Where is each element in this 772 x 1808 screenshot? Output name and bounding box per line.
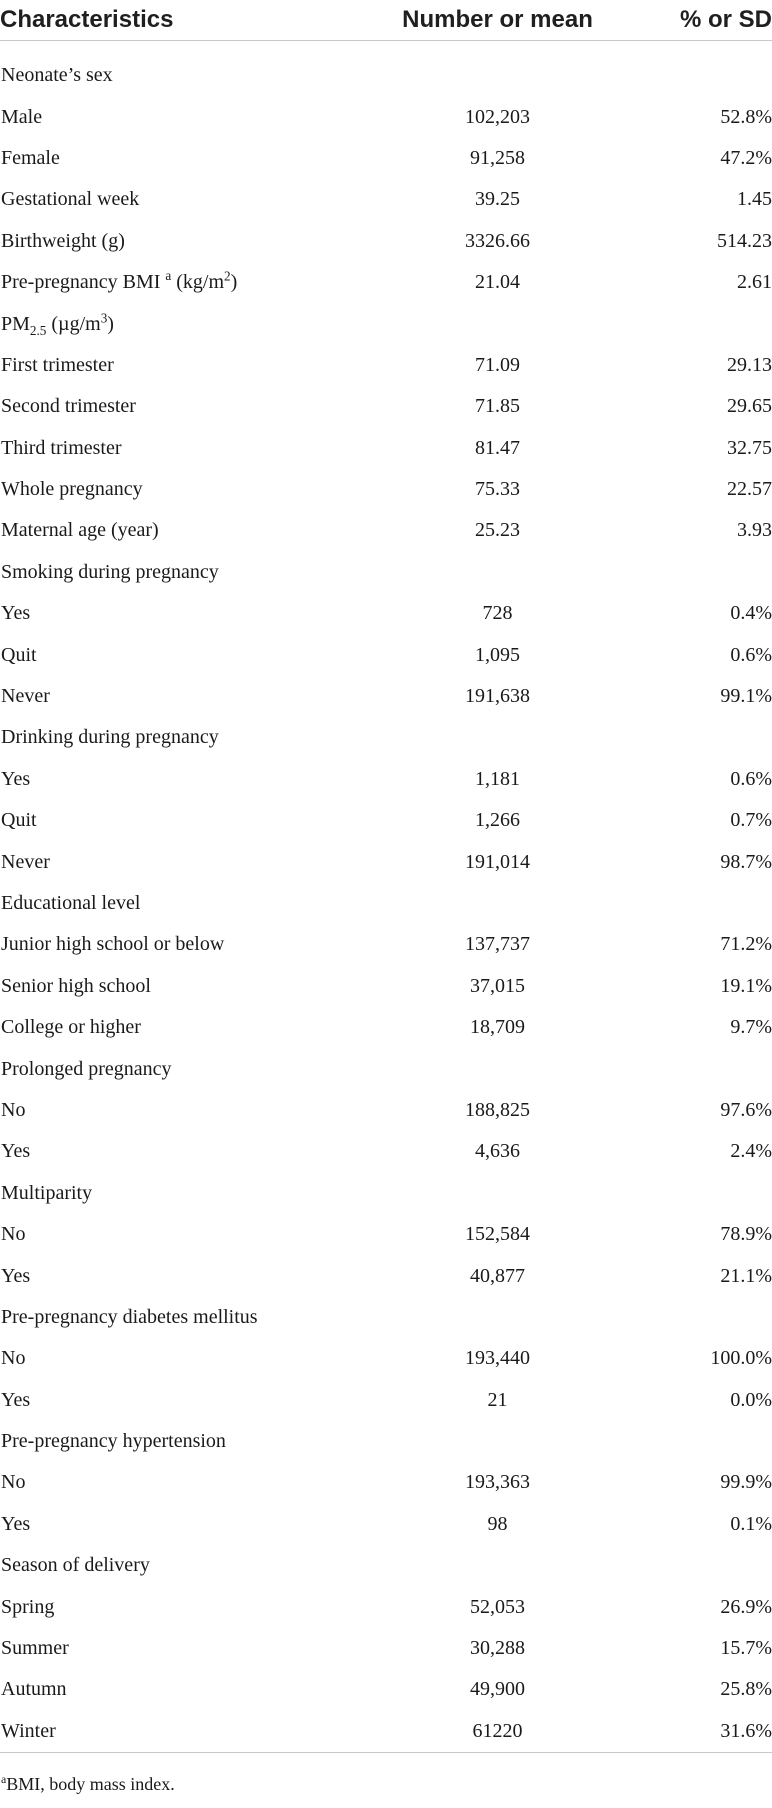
label-text: Winter — [1, 1719, 56, 1742]
row-number-or-mean: 18,709 — [470, 1016, 525, 1039]
table-row — [0, 1380, 772, 1421]
row-label — [0, 1297, 330, 1338]
table-row — [0, 883, 772, 924]
row-label — [0, 1214, 330, 1255]
label-text: Educational level — [1, 892, 141, 914]
row-pct-or-sd: 22.57 — [727, 478, 772, 501]
row-number-or-mean: 3326.66 — [465, 229, 530, 252]
row-number-or-mean: 39.25 — [475, 188, 520, 211]
label-text: Quit — [1, 643, 37, 666]
row-pct-or-sd — [625, 1545, 772, 1586]
row-pct-or-sd: 15.7% — [720, 1637, 772, 1660]
label-subscript: 2.5 — [29, 322, 47, 338]
row-number-or-mean: 71.85 — [475, 395, 520, 418]
row-label — [0, 1504, 330, 1545]
row-number-or-mean: 188,825 — [465, 1098, 530, 1121]
row-label — [0, 221, 330, 262]
row-pct-or-sd: 9.7% — [730, 1016, 772, 1039]
row-label — [0, 1669, 330, 1710]
row-pct-or-sd: 0.4% — [730, 602, 772, 625]
label-text: Yes — [1, 1264, 31, 1287]
row-number-or-mean: 191,014 — [465, 850, 530, 873]
label-text: Smoking during pregnancy — [1, 560, 219, 583]
row-pct-or-sd: 99.1% — [720, 685, 772, 708]
row-label — [0, 1090, 330, 1131]
row-label — [0, 138, 330, 179]
row-number-or-mean: 40,877 — [470, 1264, 525, 1287]
row-label — [0, 96, 330, 137]
row-pct-or-sd — [625, 1173, 772, 1214]
row-pct-or-sd: 514.23 — [717, 229, 772, 252]
label-text: No — [1, 1471, 26, 1494]
label-text: Season of delivery — [1, 1554, 150, 1577]
label-text: Yes — [1, 1512, 31, 1535]
label-text: Multiparity — [1, 1181, 93, 1204]
row-pct-or-sd: 25.8% — [720, 1678, 772, 1701]
label-text: Never — [1, 685, 50, 708]
row-pct-or-sd — [625, 1421, 772, 1462]
label-text: Pre-pregnancy BMI — [1, 271, 161, 294]
table-row — [0, 221, 772, 262]
row-label — [0, 634, 330, 675]
table-body — [0, 41, 772, 1753]
label-text: No — [1, 1347, 26, 1370]
label-text: Yes — [1, 1140, 31, 1163]
label-text: Summer — [1, 1637, 69, 1660]
row-label — [0, 1586, 330, 1627]
table-row — [0, 1586, 772, 1627]
label-text: Female — [1, 146, 60, 169]
table-row — [0, 262, 772, 303]
row-label — [0, 552, 330, 593]
row-pct-or-sd: 29.13 — [727, 353, 772, 376]
row-number-or-mean: 37,015 — [470, 974, 525, 997]
row-number-or-mean — [330, 41, 625, 97]
label-text: PM — [1, 312, 30, 335]
table-row — [0, 1545, 772, 1586]
table-row — [0, 1669, 772, 1710]
table-row — [0, 1090, 772, 1131]
row-pct-or-sd: 19.1% — [720, 974, 772, 997]
table-row — [0, 717, 772, 758]
label-text: Neonate’s sex — [1, 64, 113, 87]
row-pct-or-sd: 26.9% — [720, 1595, 772, 1618]
table-row — [0, 1462, 772, 1503]
label-text: Birthweight (g) — [1, 229, 125, 252]
row-number-or-mean — [330, 1545, 625, 1586]
row-label — [0, 676, 330, 717]
row-pct-or-sd: 78.9% — [720, 1223, 772, 1246]
header-row — [0, 0, 772, 41]
label-text: College or higher — [1, 1016, 141, 1039]
row-pct-or-sd — [625, 303, 772, 344]
label-text: Whole pregnancy — [1, 478, 143, 501]
label-text: Senior high school — [1, 974, 151, 997]
label-close: ) — [107, 312, 114, 335]
row-pct-or-sd: 52.8% — [720, 105, 772, 128]
table-row — [0, 1173, 772, 1214]
table-row — [0, 1255, 772, 1296]
row-label — [0, 1255, 330, 1296]
label-text: Third trimester — [1, 436, 122, 459]
row-pct-or-sd: 0.1% — [730, 1512, 772, 1535]
row-label — [0, 1380, 330, 1421]
table-row — [0, 1421, 772, 1462]
row-pct-or-sd: 0.6% — [730, 767, 772, 790]
row-label — [0, 1048, 330, 1089]
table-row — [0, 1214, 772, 1255]
row-number-or-mean: 137,737 — [465, 933, 530, 956]
table-row — [0, 1711, 772, 1753]
label-superscript: a — [165, 268, 172, 284]
label-text: No — [1, 1098, 26, 1121]
row-pct-or-sd: 98.7% — [720, 850, 772, 873]
row-label — [0, 717, 330, 758]
row-number-or-mean: 52,053 — [470, 1595, 525, 1618]
row-label — [0, 469, 330, 510]
footnote-text: BMI, body mass index. — [6, 1774, 175, 1794]
table-row — [0, 1504, 772, 1545]
label-unit: (µg/m — [46, 312, 101, 335]
row-number-or-mean — [330, 1297, 625, 1338]
table-row — [0, 1048, 772, 1089]
row-label — [0, 1173, 330, 1214]
row-number-or-mean: 61220 — [330, 1711, 625, 1753]
table-header — [0, 0, 772, 41]
table-row — [0, 924, 772, 965]
label-text: Second trimester — [1, 395, 136, 418]
table-row — [0, 428, 772, 469]
row-label — [0, 1007, 330, 1048]
row-pct-or-sd: 3.93 — [737, 519, 772, 542]
label-text: Male — [1, 105, 43, 128]
label-unit-exponent: 2 — [224, 268, 231, 284]
table-row — [0, 841, 772, 882]
row-number-or-mean: 152,584 — [465, 1223, 530, 1246]
row-label — [0, 1421, 330, 1462]
label-text: Maternal age (year) — [1, 519, 159, 542]
row-number-or-mean — [330, 1173, 625, 1214]
table-row — [0, 552, 772, 593]
row-label — [0, 759, 330, 800]
row-pct-or-sd: 71.2% — [720, 933, 772, 956]
table-row — [0, 1628, 772, 1669]
header-number-or-mean: Number or mean — [330, 0, 625, 41]
row-label — [0, 510, 330, 551]
label-text: Junior high school or below — [1, 933, 225, 956]
row-pct-or-sd: 2.4% — [730, 1140, 772, 1163]
row-pct-or-sd: 100.0% — [710, 1347, 772, 1370]
header-pct-or-sd: % or SD — [625, 0, 772, 41]
row-label — [0, 966, 330, 1007]
row-number-or-mean — [330, 1421, 625, 1462]
row-pct-or-sd — [625, 1048, 772, 1089]
row-pct-or-sd: 29.65 — [727, 395, 772, 418]
table-row — [0, 593, 772, 634]
row-label — [0, 41, 330, 97]
label-text: Yes — [1, 1388, 31, 1411]
row-pct-or-sd: 2.61 — [737, 271, 772, 294]
label-text: Prolonged pregnancy — [1, 1057, 172, 1080]
label-text: Spring — [1, 1595, 55, 1618]
label-text: Drinking during pregnancy — [1, 726, 219, 749]
row-number-or-mean: 21 — [487, 1388, 508, 1411]
row-pct-or-sd — [625, 1297, 772, 1338]
label-text: Yes — [1, 602, 31, 625]
label-text: Pre-pregnancy hypertension — [1, 1430, 226, 1453]
row-label — [0, 428, 330, 469]
table-row — [0, 96, 772, 137]
row-number-or-mean: 91,258 — [470, 146, 525, 169]
row-pct-or-sd — [625, 717, 772, 758]
table-row — [0, 1007, 772, 1048]
row-label — [0, 1711, 330, 1753]
row-pct-or-sd: 32.75 — [727, 436, 772, 459]
row-number-or-mean: 728 — [482, 602, 513, 625]
row-label — [0, 841, 330, 882]
row-label — [0, 1628, 330, 1669]
label-unit: (kg/m — [171, 271, 225, 294]
row-pct-or-sd — [625, 41, 772, 97]
table-row — [0, 1338, 772, 1379]
row-number-or-mean: 4,636 — [475, 1140, 520, 1163]
table-row — [0, 759, 772, 800]
row-label — [0, 1462, 330, 1503]
row-label — [0, 1338, 330, 1379]
row-number-or-mean: 81.47 — [475, 436, 520, 459]
row-label — [0, 1131, 330, 1172]
row-pct-or-sd: 0.0% — [730, 1388, 772, 1411]
row-label — [0, 303, 330, 344]
row-number-or-mean: 1,181 — [475, 767, 520, 790]
label-text: Yes — [1, 767, 31, 790]
row-number-or-mean: 1,095 — [475, 643, 520, 666]
row-number-or-mean: 1,266 — [475, 809, 520, 832]
row-pct-or-sd: 0.6% — [730, 643, 772, 666]
row-pct-or-sd: 21.1% — [720, 1264, 772, 1287]
table-row — [0, 676, 772, 717]
label-text: First trimester — [1, 353, 114, 376]
row-pct-or-sd: 97.6% — [720, 1098, 772, 1121]
table-row — [0, 138, 772, 179]
table-row — [0, 800, 772, 841]
row-pct-or-sd: 1.45 — [737, 188, 772, 211]
row-pct-or-sd: 99.9% — [720, 1471, 772, 1494]
row-number-or-mean: 25.23 — [475, 519, 520, 542]
row-pct-or-sd: 0.7% — [730, 809, 772, 832]
table-row — [0, 345, 772, 386]
footnote-marker: a — [1, 1772, 7, 1786]
row-label — [0, 924, 330, 965]
row-pct-or-sd — [625, 552, 772, 593]
label-close: ) — [230, 271, 238, 294]
row-number-or-mean: 102,203 — [465, 105, 530, 128]
row-number-or-mean — [330, 1048, 625, 1089]
row-pct-or-sd — [625, 883, 772, 924]
label-unit-exponent: 3 — [100, 309, 108, 325]
row-label — [0, 593, 330, 634]
row-number-or-mean — [330, 883, 625, 924]
table-row — [0, 1297, 772, 1338]
row-label — [0, 179, 330, 220]
table-row — [0, 510, 772, 551]
table-row — [0, 303, 772, 344]
row-label — [0, 345, 330, 386]
row-label — [0, 800, 330, 841]
row-number-or-mean — [330, 717, 625, 758]
row-number-or-mean: 193,440 — [465, 1347, 530, 1370]
table-row — [0, 966, 772, 1007]
table-row — [0, 1131, 772, 1172]
row-label — [0, 386, 330, 427]
row-number-or-mean — [330, 303, 625, 344]
row-label — [0, 883, 330, 924]
label-text: No — [1, 1223, 26, 1246]
row-pct-or-sd: 31.6% — [625, 1711, 772, 1753]
row-number-or-mean: 75.33 — [475, 478, 520, 501]
table-row — [0, 386, 772, 427]
label-text: Quit — [1, 809, 37, 832]
label-text: Autumn — [1, 1678, 67, 1701]
header-characteristics: Characteristics — [0, 0, 330, 41]
row-label — [0, 1545, 330, 1586]
table-row — [0, 634, 772, 675]
table-footnote — [1, 1774, 175, 1795]
row-number-or-mean: 98 — [487, 1512, 508, 1535]
row-number-or-mean: 191,638 — [465, 685, 530, 708]
label-text: Pre-pregnancy diabetes mellitus — [1, 1305, 258, 1328]
table-row — [0, 41, 772, 97]
table-row — [0, 469, 772, 510]
table-row — [0, 179, 772, 220]
label-text: Gestational week — [1, 188, 140, 211]
row-number-or-mean: 193,363 — [465, 1471, 530, 1494]
row-number-or-mean: 71.09 — [475, 353, 520, 376]
row-pct-or-sd: 47.2% — [720, 146, 772, 169]
row-number-or-mean: 21.04 — [475, 271, 520, 294]
row-number-or-mean — [330, 552, 625, 593]
row-label — [0, 262, 330, 303]
row-number-or-mean: 30,288 — [470, 1637, 525, 1660]
label-text: Never — [1, 850, 50, 873]
row-number-or-mean: 49,900 — [470, 1678, 525, 1701]
